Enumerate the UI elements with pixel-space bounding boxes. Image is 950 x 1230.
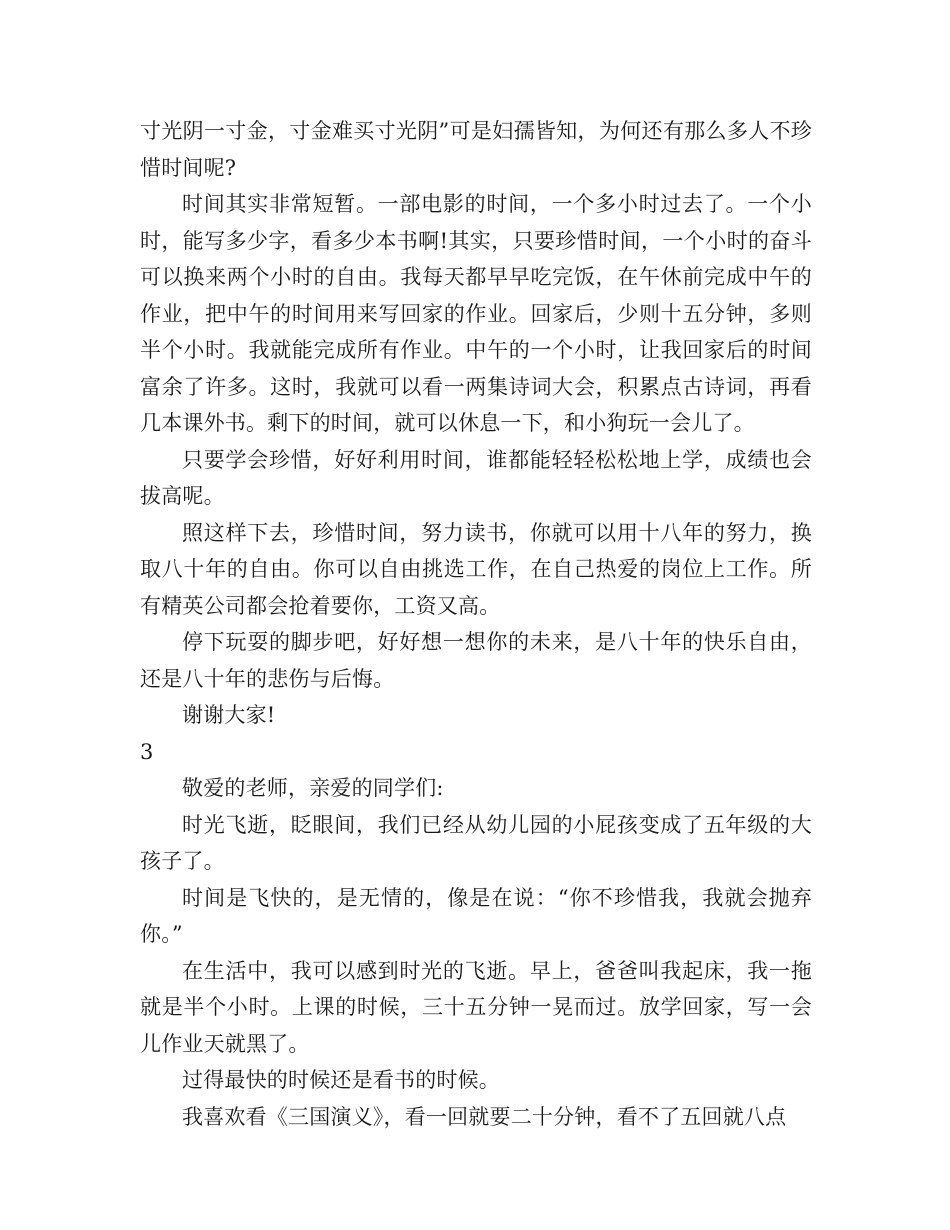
paragraph-11: 我喜欢看《三国演义》，看一回就要二十分钟，看不了五回就八点 [182, 1104, 787, 1129]
paragraph-5: 停下玩耍的脚步吧，好好想一想你的未来，是八十年的快乐自由，还是八十年的悲伤与后悔。 [140, 630, 812, 691]
document-body [140, 113, 812, 1135]
paragraph-2: 时间其实非常短暂。一部电影的时间，一个多小时过去了。一个小时，能写多少字，看多少本书啊!其实，只要珍惜时间，一个小时的奋斗可以换来两个小时的自由。我每天都早早吃完饭，在午休前完成中午的作业，把中午的时间用来写回家的作业。回家后，少则十五分钟，多则半个小时。我就能完成所有作业。中午的一个小时，让我回家后的时间富余了许多。这时，我就可以看一两集诗词大会，积累点古诗词，再看几本课外书。剩下的时间，就可以休息一下，和小狗玩一会儿了。 [140, 192, 812, 435]
paragraph-1: 寸光阴一寸金，寸金难买寸光阴”可是妇孺皆知，为何还有那么多人不珍惜时间呢? [140, 119, 812, 180]
paragraph-greeting: 敬爱的老师，亲爱的同学们: [182, 776, 444, 800]
paragraph-8: 时间是飞快的，是无情的，像是在说：“你不珍惜我，我就会抛弃你。” [140, 885, 812, 946]
paragraph-4: 照这样下去，珍惜时间，努力读书，你就可以用十八年的努力，换取八十年的自由。你可以自由挑选工作，在自己热爱的岗位上工作。所有精英公司都会抢着要你，工资又高。 [140, 520, 812, 618]
paragraph-9: 在生活中，我可以感到时光的飞逝。早上，爸爸叫我起床，我一拖就是半个小时。上课的时候，三十五分钟一晃而过。放学回家，写一会儿作业天就黑了。 [140, 958, 812, 1056]
section-number: 3 [140, 739, 154, 764]
paragraph-10: 过得最快的时候还是看书的时候。 [182, 1068, 500, 1092]
paragraph-3: 只要学会珍惜，好好利用时间，谁都能轻轻松松地上学，成绩也会拔高呢。 [140, 447, 812, 508]
paragraph-7: 时光飞逝，眨眼间，我们已经从幼儿园的小屁孩变成了五年级的大孩子了。 [140, 812, 812, 873]
paragraph-6: 谢谢大家! [182, 703, 276, 727]
